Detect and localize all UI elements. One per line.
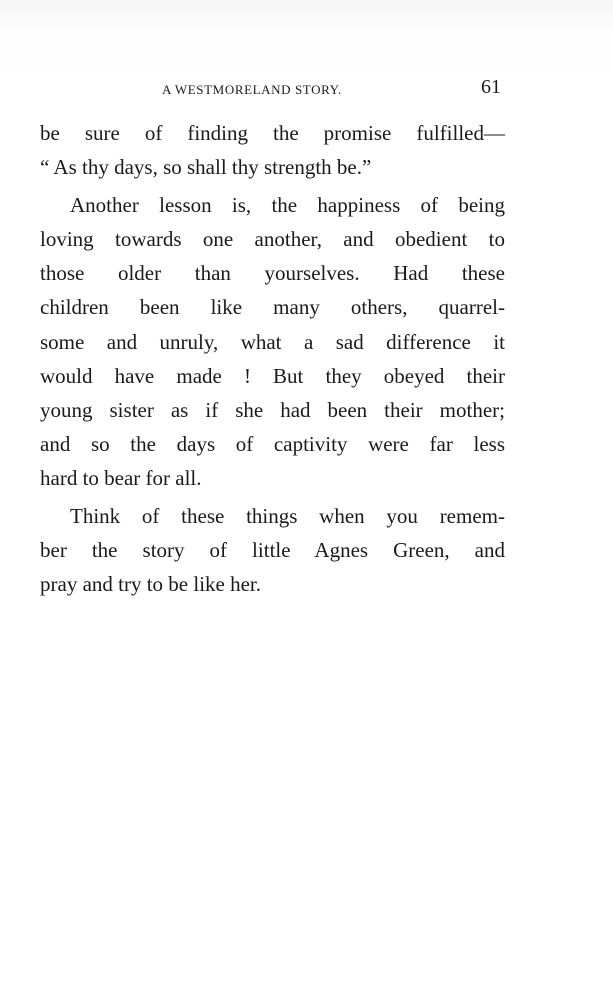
text-line: loving towards one another, and obedient to <box>40 227 505 252</box>
text-line: ber the story of little Agnes Green, and <box>40 538 505 563</box>
text-line: children been like many others, quarrel- <box>40 295 505 320</box>
paragraph <box>40 116 505 184</box>
body-text <box>40 116 505 601</box>
paragraph <box>40 499 505 601</box>
text-line: Think of these things when you remem- <box>70 504 505 529</box>
text-line: would have made ! But they obeyed their <box>40 363 505 388</box>
text-line: and so the days of captivity were far less <box>40 431 505 456</box>
text-line: be sure of finding the promise fulfilled— <box>40 121 505 145</box>
text-line: young sister as if she had been their mother; <box>40 397 505 422</box>
text-line: Another lesson is, the happiness of being <box>70 193 505 218</box>
page-number: 61 <box>481 76 501 98</box>
text-line: those older than yourselves. Had these <box>40 261 505 286</box>
text-line: some and unruly, what a sad difference it <box>40 329 505 354</box>
text-line: “ As thy days, so shall thy strength be.” <box>40 155 372 180</box>
paragraph <box>40 188 505 495</box>
running-head: A WESTMORELAND STORY. <box>162 82 342 97</box>
text-line: pray and try to be like her. <box>40 572 262 597</box>
text-line: hard to bear for all. <box>40 465 202 490</box>
page-header <box>40 76 503 102</box>
